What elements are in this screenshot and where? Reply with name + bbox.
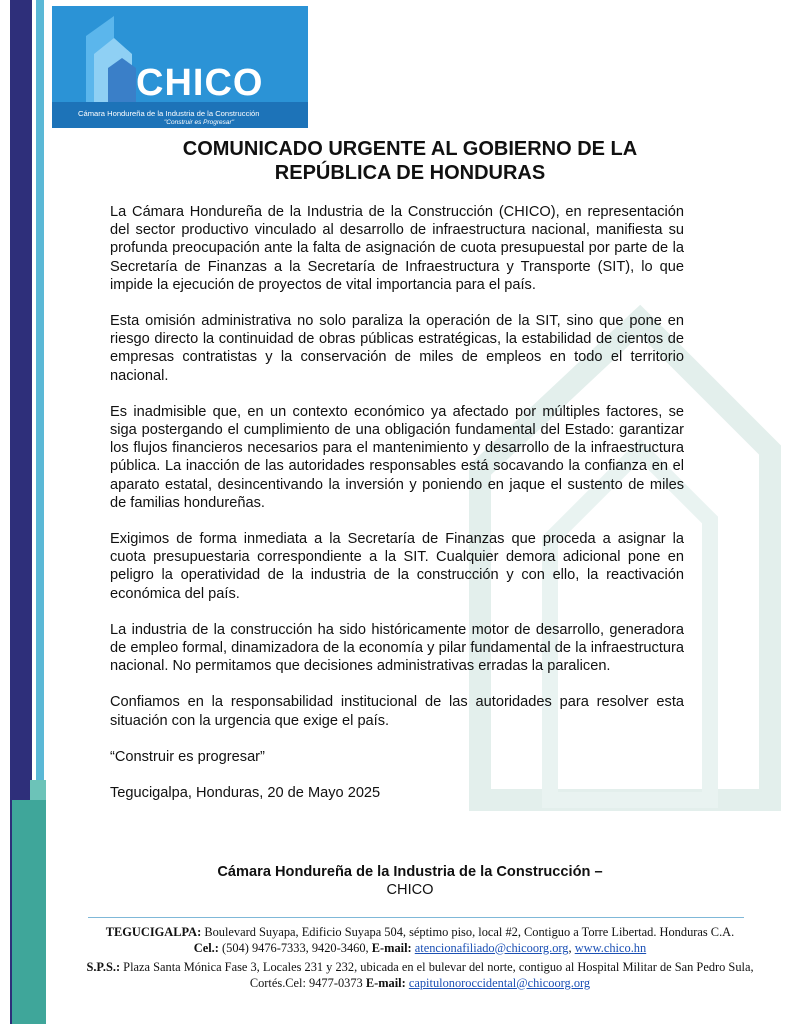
paragraph-2: Esta omisión administrativa no solo paraliza la operación de la SIT, sino que pone en riesgo directo la continuidad de obras públicas estratégicas, la estabilidad de cientos de empresas contratistas y la conservación de miles de empleos en todo el territorio nacional. [110,313,684,384]
footer-tgu-label: TEGUCIGALPA: [105,925,202,939]
signature-line-1: Cámara Hondureña de la Industria de la Construcción – [217,864,603,880]
footer-website-link[interactable]: www.chico.hn [574,940,647,955]
signature-block [110,863,710,899]
footer-tgu-email-link[interactable]: atencionafiliado@chicoorg.org [414,940,569,955]
logo-subtitle: Cámara Hondureña de la Industria de la Construcción [78,109,260,118]
footer-sps-address: Plaza Santa Mónica Fase 3, Locales 231 y 232, ubicada en el bulevar del norte, contiguo al Hospital Militar de San Pedro Sula, Cortés.Cel: 9477-0373 [120,960,754,990]
footer-divider [88,917,744,918]
place-date: Tegucigalpa, Honduras, 20 de Mayo 2025 [110,785,381,802]
footer-tgu-cel-label: Cel.: [193,940,219,955]
chico-logo [52,6,308,128]
logo-name: CHICO [136,62,264,104]
footer-sps-label: S.P.S.: [86,960,121,974]
footer-tgu-separator: , [568,940,575,955]
left-border-accent-teal [12,800,46,1024]
document-body [110,203,684,820]
title-line-1: COMUNICADO URGENTE AL GOBIERNO DE LA [182,138,638,160]
logo-slogan: "Construir es Progresar" [164,119,234,126]
signature-line-2: CHICO [386,882,434,898]
footer-tegucigalpa [80,925,760,956]
title-line-2: REPÚBLICA DE HONDURAS [274,162,546,184]
paragraph-5: La industria de la construcción ha sido históricamente motor de desarrollo, generadora de empleo formal, dinamizadora de la economía y pilar fundamental de la infraestructura nacional. No permitamos que decisiones administrativas erradas la paralicen. [110,621,684,675]
paragraph-4: Exigimos de forma inmediata a la Secretaría de Finanzas que proceda a asignar la cuota presupuestaria correspondiente a la SIT. Cualquier demora adicional pone en peligro la operatividad de la industria de la construcción y con ello, la reactivación económica del país. [110,531,684,602]
footer-tgu-email-label: E-mail: [371,940,412,955]
paragraph-3: Es inadmisible que, en un contexto económico ya afectado por múltiples factores, se siga postergando el cumplimiento de una obligación fundamental del Estado: garantizar los flujos financieros necesarios para el mantenimiento y desarrollo de la infraestructura pública. La inacción de las autoridades responsables está socavando la confianza en el aparato estatal, desincentivando la inversión y poniendo en jaque el sustento de miles de familias hondureñas. [110,403,684,511]
footer-tgu-cel: (504) 9476-7333, 9420-3460, [218,940,372,955]
document-title [110,137,710,185]
footer-sps-email-link[interactable]: capitulonoroccidental@chicoorg.org [408,975,591,990]
footer-sps [80,960,760,991]
paragraph-6: Confiamos en la responsabilidad institucional de las autoridades para resolver esta situación con la urgencia que exige el país. [110,694,684,729]
footer [80,925,760,991]
motto: “Construir es progresar” [110,748,265,765]
footer-sps-email-label: E-mail: [365,975,406,990]
footer-tgu-address: Boulevard Suyapa, Edificio Suyapa 504, séptimo piso, local #2, Contiguo a Torre Libertad. Honduras C.A. [201,925,735,939]
paragraph-1: La Cámara Hondureña de la Industria de la Construcción (CHICO), en representación del sector productivo vinculado al desarrollo de infraestructura nacional, manifiesta su profunda preocupación ante la falta de asignación de cuota presupuestal por parte de la Secretaría de Finanzas a la Secretaría de Infraestructura y Transporte (SIT), lo que impide la ejecución de proyectos de vital importancia para el país. [110,204,684,293]
